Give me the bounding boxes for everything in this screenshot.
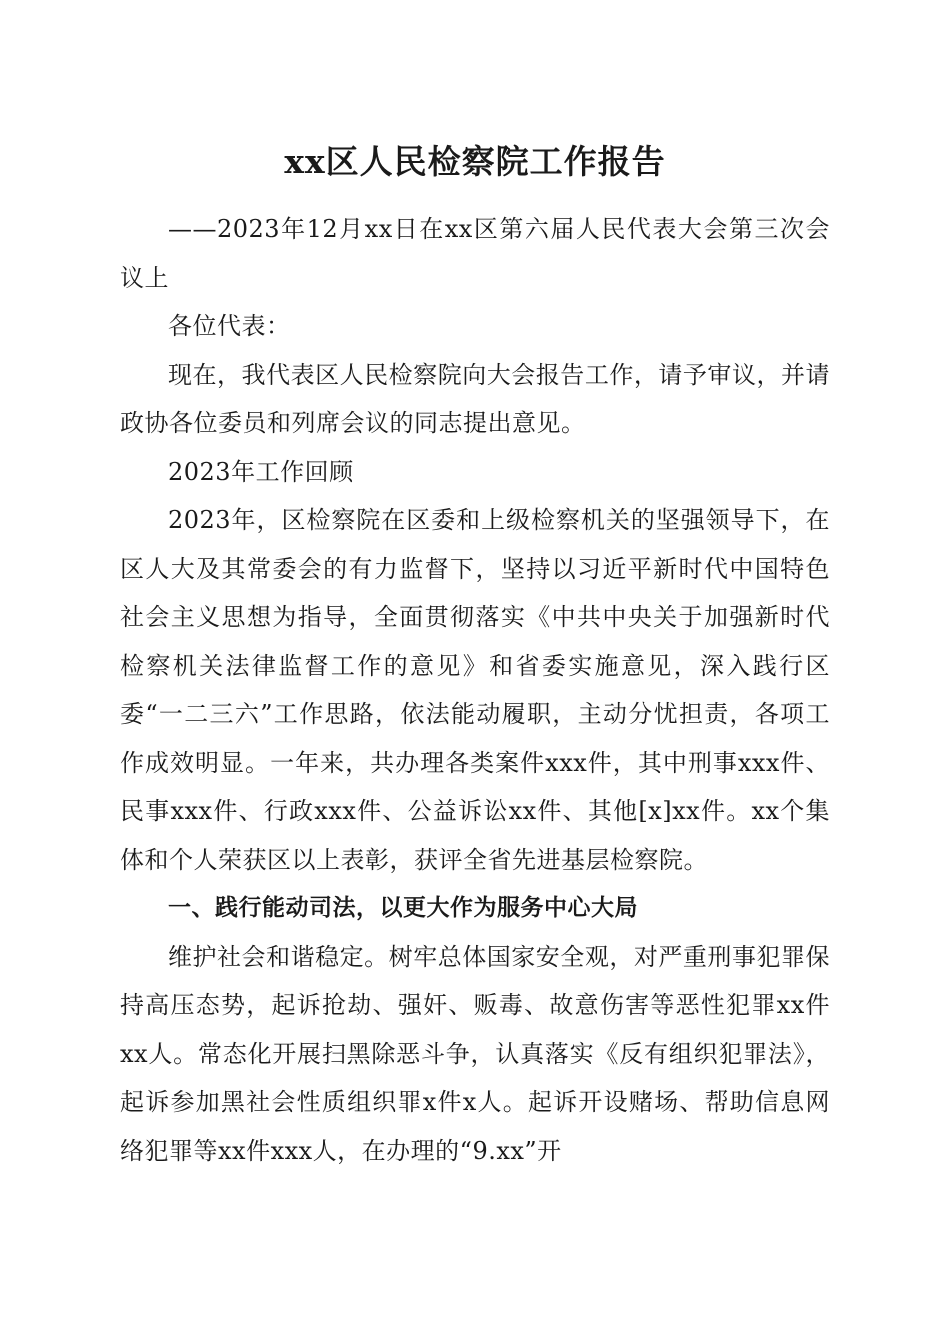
stability-paragraph: 维护社会和谐稳定。树牢总体国家安全观，对严重刑事犯罪保持高压态势，起诉抢劫、强奸、贩毒、故意伤害等恶性犯罪xx件xx人。常态化开展扫黑除恶斗争，认真落实《反有组织犯罪法》，起诉参加黑社会性质组织罪x件x人。起诉开设赌场、帮助信息网络犯罪等xx件xxx人，在办理的“9.xx”开 (120, 942, 830, 1165)
document-body (120, 205, 830, 1175)
review-paragraph: 2023年，区检察院在区委和上级检察机关的坚强领导下，在区人大及其常委会的有力监督下，坚持以习近平新时代中国特色社会主义思想为指导，全面贯彻落实《中共中央关于加强新时代检察机关法律监督工作的意见》和省委实施意见，深入践行区委“一二三六”工作思路，依法能动履职，主动分忧担责，各项工作成效明显。一年来，共办理各类案件xxx件，其中刑事xxx件、民事xxx件、行政xxx件、公益诉讼xx件、其他[x]xx件。xx个集体和个人荣获区以上表彰，获评全省先进基层检察院。 (120, 506, 830, 874)
salutation-paragraph: 各位代表： (168, 312, 291, 340)
subtitle-paragraph: ——2023年12月xx日在xx区第六届人民代表大会第三次会议上 (120, 215, 830, 292)
document-title: xx区人民检察院工作报告 (284, 142, 666, 181)
section-label-paragraph: 2023年工作回顾 (168, 457, 354, 486)
intro-paragraph: 现在，我代表区人民检察院向大会报告工作，请予审议，并请政协各位委员和列席会议的同志提出意见。 (120, 360, 830, 437)
section-heading: 一、践行能动司法，以更大作为服务中心大局 (168, 895, 638, 921)
